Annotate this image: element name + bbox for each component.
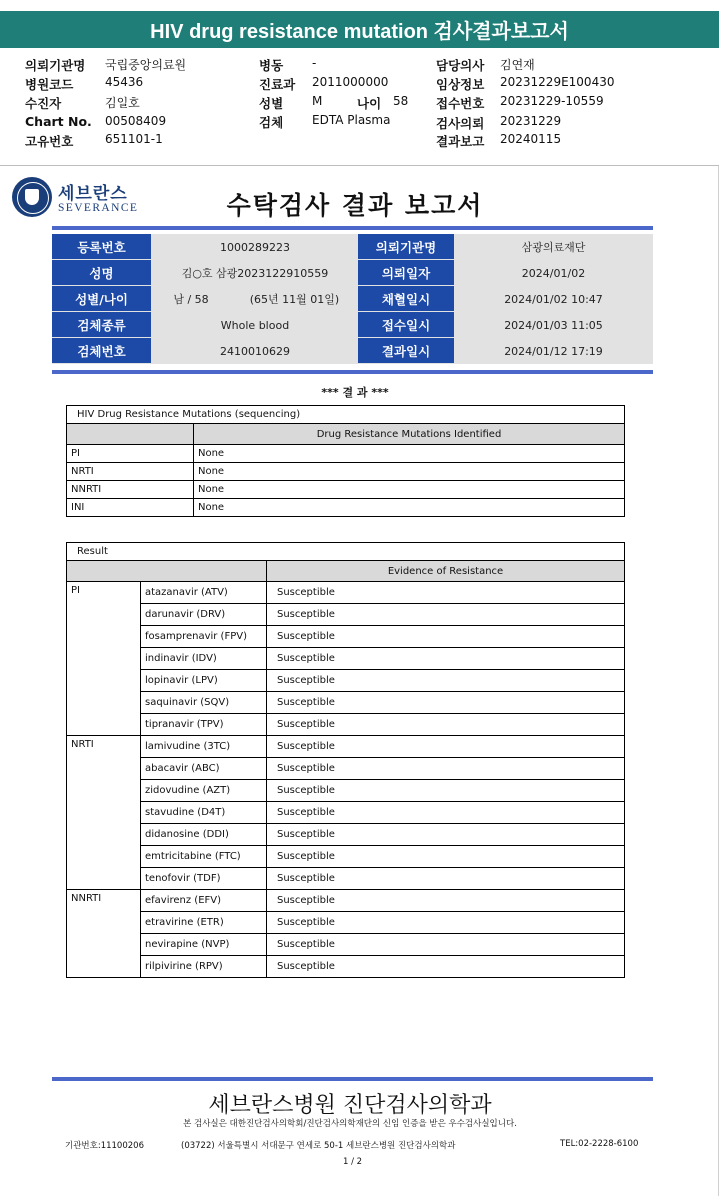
footer-address: (03722) 서울특별시 서대문구 연세로 50-1 세브란스병원 진단검사의학과	[181, 1141, 456, 1151]
drug-name-cell: zidovudine (AZT)	[141, 780, 267, 802]
drug-name-cell: saquinavir (SQV)	[141, 692, 267, 714]
receipt-label: 접수일시	[358, 312, 454, 338]
drug-class-cell: INI	[67, 499, 194, 517]
footer-tel: TEL:02-2228-6100	[560, 1139, 639, 1149]
receipt-no-label: 접수번호	[436, 96, 485, 111]
logo-english: SEVERANCE	[58, 202, 139, 214]
drug-class-cell: PI	[67, 582, 141, 736]
req-date-value: 2024/01/02	[521, 266, 586, 280]
result-row	[67, 780, 625, 802]
drug-name-cell: darunavir (DRV)	[141, 604, 267, 626]
drug-name-cell: etravirine (ETR)	[141, 912, 267, 934]
doctor-value: 김연재	[500, 58, 535, 72]
clinical-info-value: 20231229E100430	[500, 75, 615, 89]
mutations-table	[66, 405, 625, 517]
university-seal-icon	[12, 177, 52, 217]
report-title: 수탁검사 결과 보고서	[226, 191, 484, 220]
drug-name-cell: lopinavir (LPV)	[141, 670, 267, 692]
mutation-value-cell: None	[194, 481, 625, 499]
drug-name-cell: atazanavir (ATV)	[141, 582, 267, 604]
logo-korean: 세브란스	[58, 184, 128, 204]
drug-class-cell: NRTI	[67, 736, 141, 890]
drug-name-cell: rilpivirine (RPV)	[141, 956, 267, 978]
result-heading: *** 결 과 ***	[321, 386, 389, 399]
req-date-label: 의뢰일자	[358, 260, 454, 286]
mutations-header: Drug Resistance Mutations Identified	[194, 424, 625, 445]
drug-name-cell: lamivudine (3TC)	[141, 736, 267, 758]
drug-name-cell: didanosine (DDI)	[141, 824, 267, 846]
result-row	[67, 824, 625, 846]
page-number: 1 / 2	[342, 1157, 363, 1167]
drug-name-cell: nevirapine (NVP)	[141, 934, 267, 956]
ward-label: 병동	[259, 58, 284, 73]
footer-divider	[52, 1077, 653, 1081]
mutation-row	[67, 445, 625, 463]
result-table-caption: Result	[67, 543, 625, 561]
collect-label: 채혈일시	[358, 286, 454, 312]
ward-value: -	[312, 56, 317, 70]
age-label: 나이	[357, 96, 382, 111]
unique-no-label: 고유번호	[25, 134, 74, 149]
department-value: 2011000000	[312, 75, 389, 89]
mutation-row	[67, 481, 625, 499]
result-table	[66, 542, 625, 978]
patient-divider	[52, 370, 653, 374]
resistance-value-cell: Susceptible	[267, 648, 625, 670]
sex-age-value: 남 / 58	[173, 293, 209, 306]
drug-class-cell: NNRTI	[67, 481, 194, 499]
resistance-value-cell: Susceptible	[267, 802, 625, 824]
result-row	[67, 692, 625, 714]
test-request-label: 검사의뢰	[436, 116, 485, 131]
result-report-label: 결과보고	[436, 134, 485, 149]
resistance-value-cell: Susceptible	[267, 582, 625, 604]
result-row	[67, 648, 625, 670]
unique-no-value: 651101-1	[105, 132, 163, 146]
drug-name-cell: abacavir (ABC)	[141, 758, 267, 780]
resistance-value-cell: Susceptible	[267, 626, 625, 648]
footer-institution-no: 기관번호:11100206	[65, 1141, 144, 1151]
name-value: 김○호 삼광2023122910559	[181, 267, 329, 280]
result-value: 2024/01/12 17:19	[504, 344, 603, 358]
specimen-type-label: 검체종류	[52, 312, 151, 338]
clinical-info-label: 임상정보	[436, 77, 485, 92]
drug-name-cell: stavudine (D4T)	[141, 802, 267, 824]
result-row	[67, 802, 625, 824]
footer-title: 세브란스병원 진단검사의학과	[208, 1093, 492, 1118]
result-row	[67, 890, 625, 912]
sex-label: 성별	[259, 96, 284, 111]
receipt-no-value: 20231229-10559	[500, 94, 604, 108]
institution-label: 의뢰기관명	[25, 58, 86, 73]
hospital-code-label: 병원코드	[25, 77, 74, 92]
patient-info-grid	[52, 234, 653, 364]
resistance-value-cell: Susceptible	[267, 780, 625, 802]
result-row	[67, 736, 625, 758]
examinee-label: 수진자	[25, 96, 62, 111]
mutation-value-cell: None	[194, 499, 625, 517]
result-header: Evidence of Resistance	[267, 561, 625, 582]
resistance-value-cell: Susceptible	[267, 758, 625, 780]
resistance-value-cell: Susceptible	[267, 692, 625, 714]
specimen-no-label: 검체번호	[52, 338, 151, 364]
chart-no-value: 00508409	[105, 114, 167, 128]
req-inst-value: 삼광의료재단	[521, 241, 586, 254]
reg-no-label: 등록번호	[52, 234, 151, 260]
drug-name-cell: fosamprenavir (FPV)	[141, 626, 267, 648]
specimen-no-value: 2410010629	[220, 344, 290, 358]
result-row	[67, 846, 625, 868]
date-of-birth-value: (65년 11월 01일)	[249, 293, 340, 306]
hospital-code-value: 45436	[105, 75, 144, 89]
reg-no-value: 1000289223	[220, 240, 290, 254]
footer-subtitle: 본 검사실은 대한진단검사의학회/진단검사의학재단의 신임 인증을 받은 우수검사실입니다.	[183, 1119, 517, 1129]
age-value: 58	[393, 94, 409, 108]
result-label: 결과일시	[358, 338, 454, 364]
result-header-blank	[67, 561, 267, 582]
mutation-row	[67, 499, 625, 517]
result-row	[67, 626, 625, 648]
doctor-label: 담당의사	[436, 58, 485, 73]
severance-logo	[12, 177, 138, 217]
mutations-header-blank	[67, 424, 194, 445]
department-label: 진료과	[259, 77, 296, 92]
header-divider	[52, 226, 653, 230]
resistance-value-cell: Susceptible	[267, 714, 625, 736]
result-row	[67, 604, 625, 626]
req-inst-label: 의뢰기관명	[358, 234, 454, 260]
resistance-value-cell: Susceptible	[267, 824, 625, 846]
drug-class-cell: PI	[67, 445, 194, 463]
sex-value: M	[312, 94, 323, 108]
resistance-value-cell: Susceptible	[267, 670, 625, 692]
resistance-value-cell: Susceptible	[267, 890, 625, 912]
specimen-value: EDTA Plasma	[312, 113, 391, 127]
drug-name-cell: efavirenz (EFV)	[141, 890, 267, 912]
resistance-value-cell: Susceptible	[267, 868, 625, 890]
result-row	[67, 670, 625, 692]
mutation-row	[67, 463, 625, 481]
name-label: 성명	[52, 260, 151, 286]
institution-value: 국립중앙의료원	[105, 58, 187, 72]
specimen-label: 검체	[259, 115, 284, 130]
drug-class-cell: NRTI	[67, 463, 194, 481]
specimen-type-value: Whole blood	[220, 318, 290, 332]
chart-no-label: Chart No.	[25, 114, 92, 129]
mutation-value-cell: None	[194, 445, 625, 463]
resistance-value-cell: Susceptible	[267, 736, 625, 758]
result-row	[67, 758, 625, 780]
receipt-value: 2024/01/03 11:05	[504, 318, 603, 332]
banner-title: HIV drug resistance mutation 검사결과보고서	[0, 11, 719, 48]
drug-name-cell: tipranavir (TPV)	[141, 714, 267, 736]
mutation-value-cell: None	[194, 463, 625, 481]
result-row	[67, 934, 625, 956]
test-request-value: 20231229	[500, 114, 562, 128]
resistance-value-cell: Susceptible	[267, 604, 625, 626]
examinee-value: 김일호	[105, 96, 140, 110]
drug-name-cell: tenofovir (TDF)	[141, 868, 267, 890]
collect-value: 2024/01/02 10:47	[504, 292, 603, 306]
top-info-panel	[0, 48, 719, 166]
resistance-value-cell: Susceptible	[267, 956, 625, 978]
mutations-table-caption: HIV Drug Resistance Mutations (sequencing)	[67, 406, 625, 424]
resistance-value-cell: Susceptible	[267, 912, 625, 934]
result-row	[67, 912, 625, 934]
result-row	[67, 868, 625, 890]
result-row	[67, 714, 625, 736]
sex-age-label: 성별/나이	[52, 286, 151, 312]
drug-name-cell: indinavir (IDV)	[141, 648, 267, 670]
result-report-value: 20240115	[500, 132, 562, 146]
drug-name-cell: emtricitabine (FTC)	[141, 846, 267, 868]
result-row	[67, 956, 625, 978]
resistance-value-cell: Susceptible	[267, 934, 625, 956]
result-row	[67, 582, 625, 604]
resistance-value-cell: Susceptible	[267, 846, 625, 868]
drug-class-cell: NNRTI	[67, 890, 141, 978]
